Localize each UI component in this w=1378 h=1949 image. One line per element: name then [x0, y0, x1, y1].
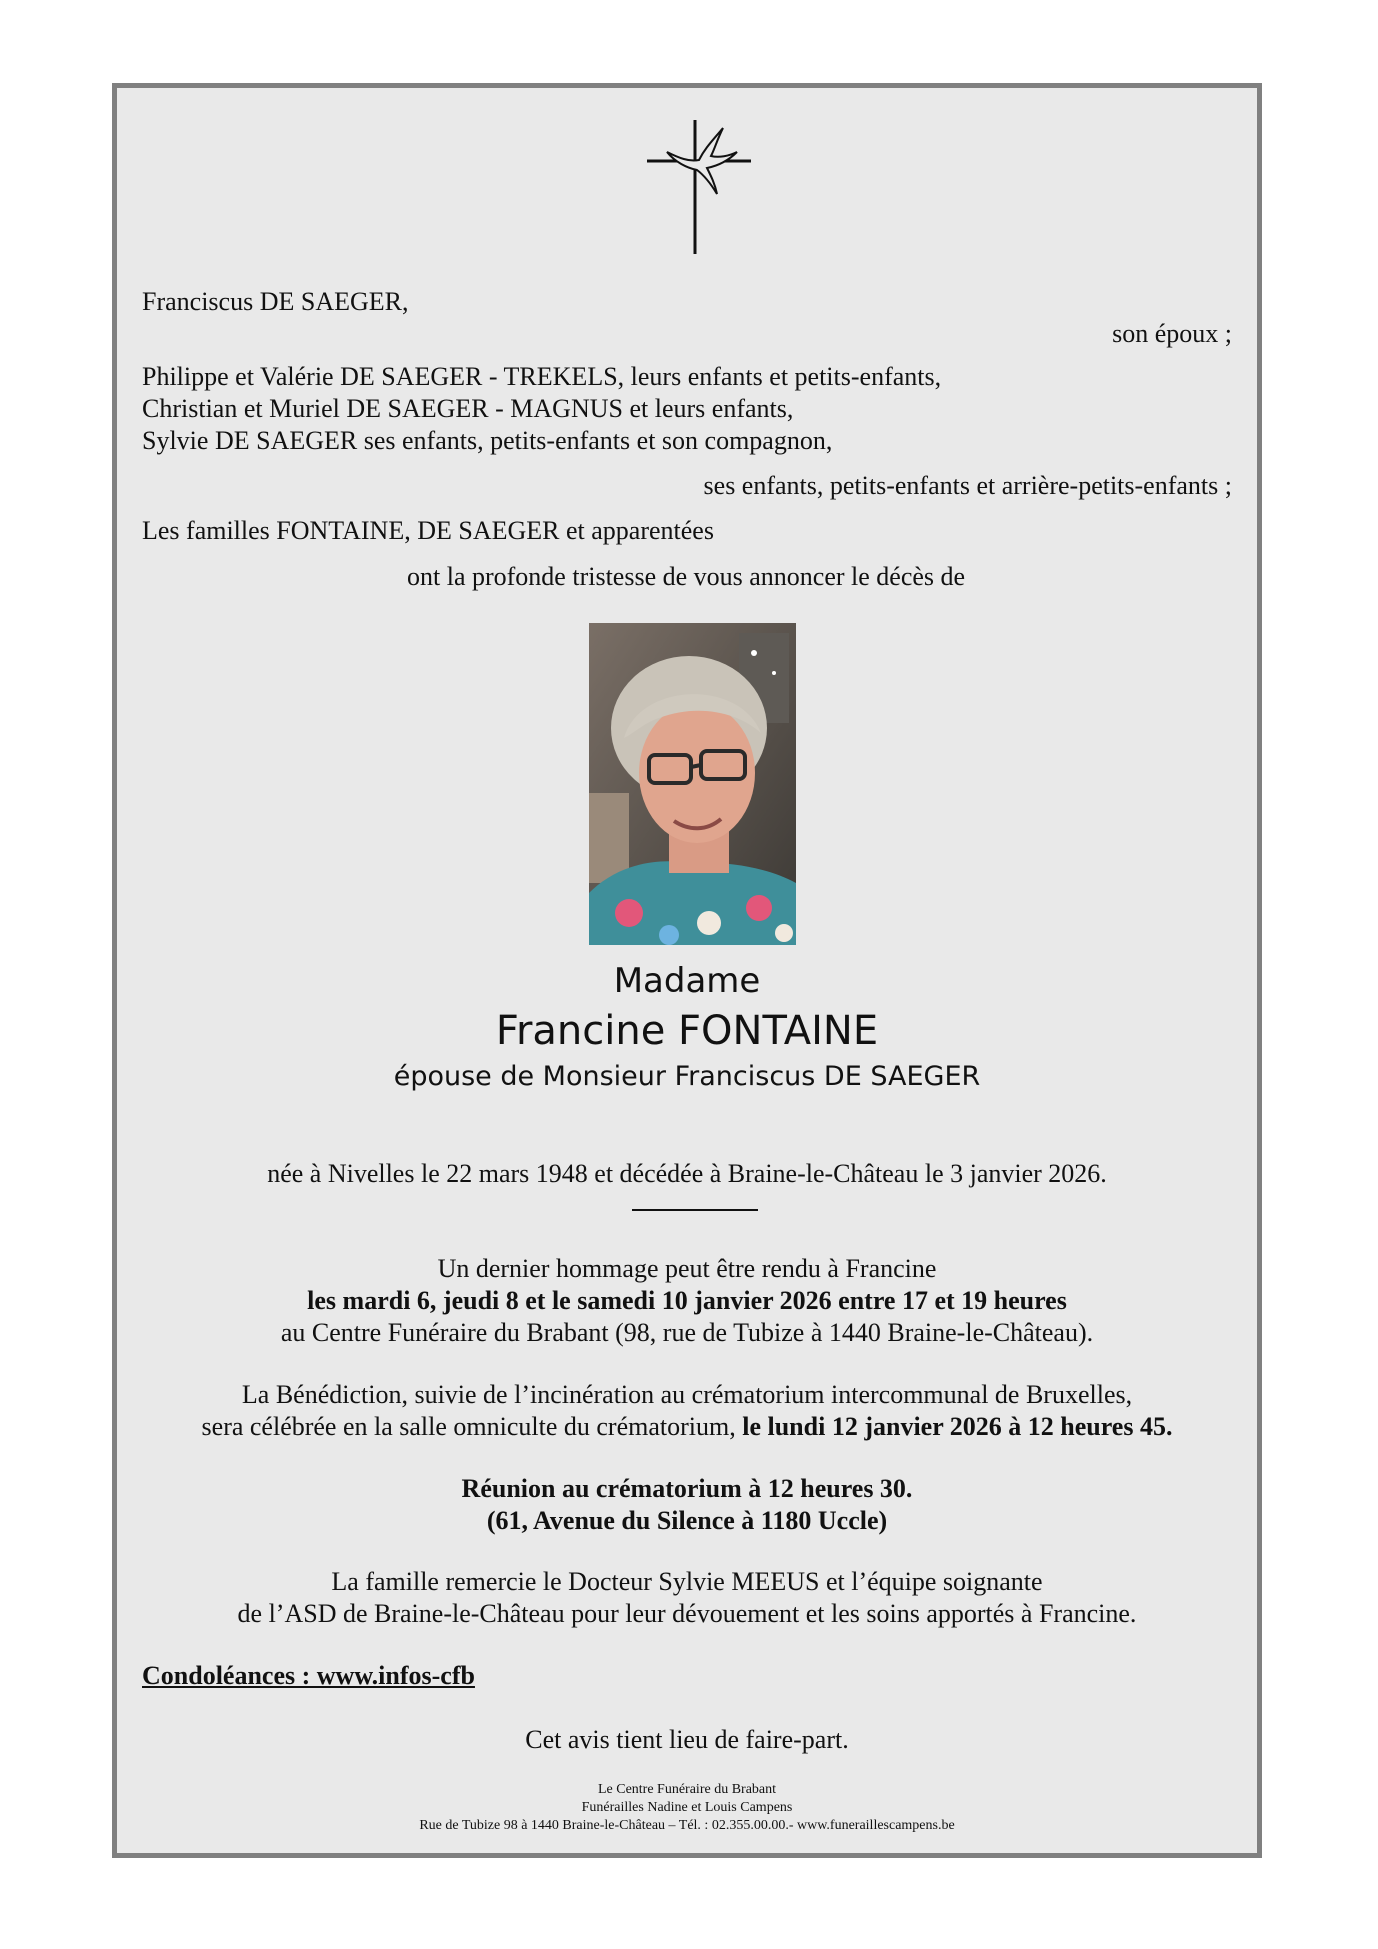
visitation-line-1: Un dernier hommage peut être rendu à Francine: [437, 1254, 937, 1283]
thanks-line-2: de l’ASD de Braine-le-Château pour leur dévouement et les soins apportés à Francine.: [237, 1599, 1137, 1628]
notice-line: Cet avis tient lieu de faire-part.: [525, 1725, 849, 1754]
visitation-line-2: les mardi 6, jeudi 8 et le samedi 10 janvier 2026 entre 17 et 19 heures: [307, 1286, 1067, 1315]
deceased-spouse-of: épouse de Monsieur Franciscus DE SAEGER: [393, 1061, 981, 1092]
meeting-line-2: (61, Avenue du Silence à 1180 Uccle): [486, 1506, 888, 1535]
footer-line-2: Funérailles Nadine et Louis Campens: [581, 1800, 793, 1815]
child-line-3: Sylvie DE SAEGER ses enfants, petits-enfants et son compagnon,: [142, 426, 833, 455]
children-role: ses enfants, petits-enfants et arrière-petits-enfants ;: [703, 471, 1232, 500]
visitation-line-3: au Centre Funéraire du Brabant (98, rue de Tubize à 1440 Braine-le-Château).: [280, 1318, 1094, 1347]
birth-death-dates: née à Nivelles le 22 mars 1948 et décédée à Braine-le-Château le 3 janvier 2026.: [267, 1159, 1107, 1188]
ceremony-datetime: le lundi 12 janvier 2026 à 12 heures 45.: [742, 1412, 1173, 1441]
deceased-name: Francine FONTAINE: [495, 1008, 879, 1054]
child-line-2: Christian et Muriel DE SAEGER - MAGNUS et leurs enfants,: [142, 394, 794, 423]
announcement-line: ont la profonde tristesse de vous annoncer le décès de: [407, 562, 966, 591]
ceremony-line-2-plain: sera célébrée en la salle omniculte du crématorium,: [201, 1412, 743, 1441]
cross-dove-icon: [639, 118, 759, 258]
portrait-photo: [589, 623, 796, 945]
spouse-role: son époux ;: [1112, 319, 1232, 348]
thanks-line-1: La famille remercie le Docteur Sylvie MEEUS et l’équipe soignante: [331, 1567, 1043, 1596]
notice-frame: [112, 83, 1262, 1858]
child-line-1: Philippe et Valérie DE SAEGER - TREKELS, leurs enfants et petits-enfants,: [142, 362, 942, 391]
condolences-link[interactable]: Condoléances : www.infos-cfb: [142, 1661, 475, 1690]
ceremony-line-1: La Bénédiction, suivie de l’incinération au crématorium intercommunal de Bruxelles,: [241, 1380, 1133, 1409]
ceremony-line-2: [117, 1412, 1257, 1442]
footer-line-1: Le Centre Funéraire du Brabant: [597, 1782, 777, 1797]
footer-line-3: Rue de Tubize 98 à 1440 Braine-le-Château – Tél. : 02.355.00.00.- www.funeraillescampens.be: [419, 1818, 955, 1833]
spouse-name: Franciscus DE SAEGER,: [142, 287, 409, 316]
families-line: Les familles FONTAINE, DE SAEGER et apparentées: [142, 516, 714, 545]
meeting-line-1: Réunion au crématorium à 12 heures 30.: [461, 1474, 913, 1503]
separator-rule: [632, 1209, 758, 1211]
deceased-title: Madame: [613, 961, 761, 1001]
